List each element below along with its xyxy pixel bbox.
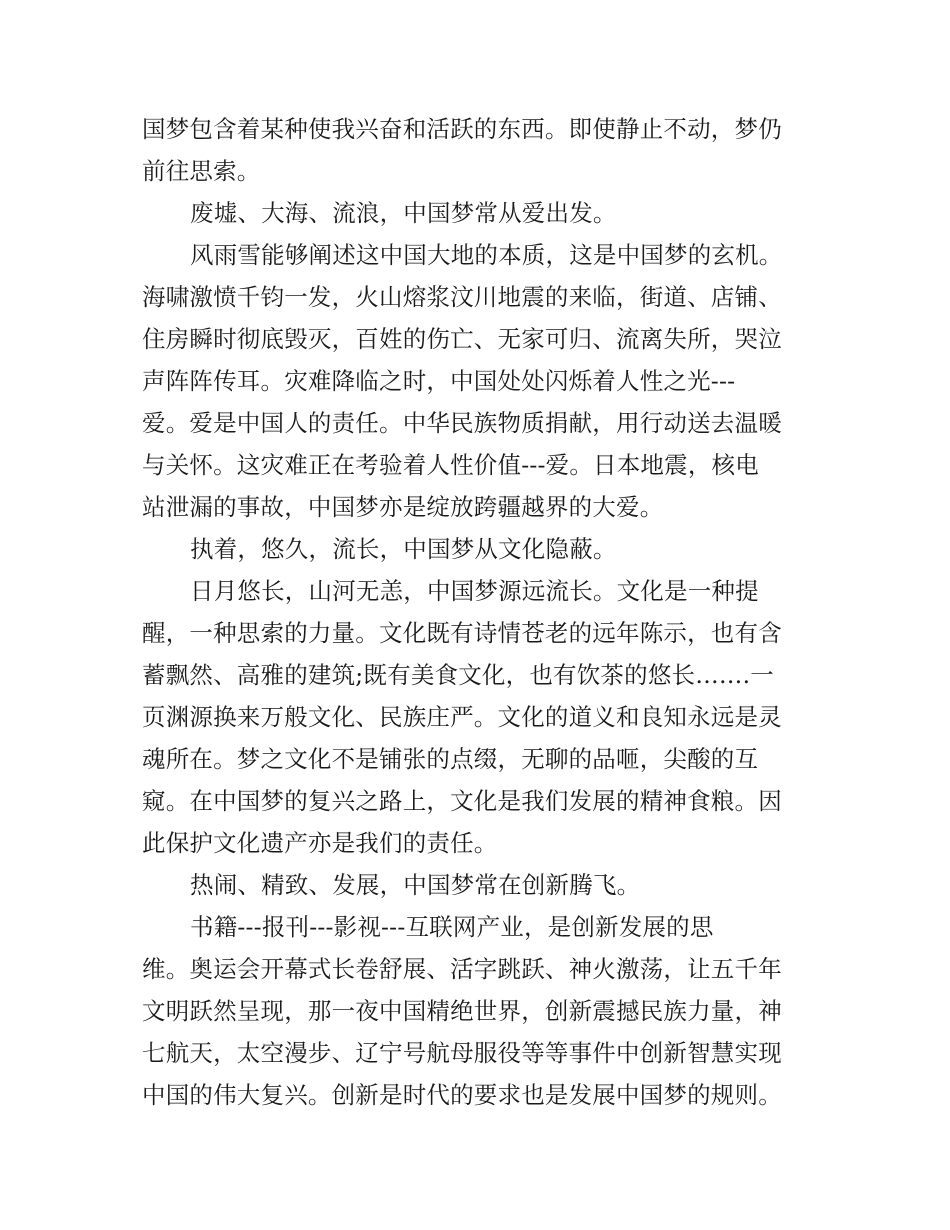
text-line: 海啸激愤千钧一发，火山熔浆汶川地震的来临，街道、店铺、 [142, 283, 782, 311]
text-line: 声阵阵传耳。灾难降临之时，中国处处闪烁着人性之光--- [142, 367, 736, 395]
paragraph-heading-line: 热闹、精致、发展，中国梦常在创新腾飞。 [190, 871, 641, 899]
text-line: 维。奥运会开幕式长卷舒展、活字跳跃、神火激荡，让五千年 [142, 955, 782, 983]
text-line: 窥。在中国梦的复兴之路上，文化是我们发展的精神食粮。因 [142, 787, 782, 815]
document-body [142, 108, 812, 1116]
text-line: 日月悠长，山河无恙，中国梦源远流长。文化是一种提 [190, 577, 759, 605]
paragraph-heading-line: 执着，悠久，流长，中国梦从文化隐蔽。 [190, 535, 617, 563]
text-line: 风雨雪能够阐述这中国大地的本质，这是中国梦的玄机。 [190, 241, 783, 269]
text-line: 文明跃然呈现，那一夜中国精绝世界，创新震撼民族力量，神 [142, 997, 782, 1025]
text-line: 住房瞬时彻底毁灭，百姓的伤亡、无家可归、流离失所，哭泣 [142, 325, 782, 353]
paragraph-heading-line: 废墟、大海、流浪，中国梦常从爱出发。 [190, 199, 617, 227]
text-line: 醒，一种思索的力量。文化既有诗情苍老的远年陈示，也有含 [142, 619, 782, 647]
text-line: 七航天，太空漫步、辽宁号航母服役等等事件中创新智慧实现 [142, 1039, 782, 1067]
text-line: 魂所在。梦之文化不是铺张的点缀，无聊的品咂，尖酸的互 [142, 745, 759, 773]
text-line: 书籍---报刊---影视---互联网产业，是创新发展的思 [190, 913, 714, 941]
text-line: 与关怀。这灾难正在考验着人性价值---爱。日本地震，核电 [142, 451, 759, 479]
text-line: 前往思索。 [142, 157, 261, 185]
text-line: 国梦包含着某种使我兴奋和活跃的东西。即使静止不动，梦仍 [142, 115, 782, 143]
text-line: 爱。爱是中国人的责任。中华民族物质捐献，用行动送去温暖 [142, 409, 782, 437]
text-line: 中国的伟大复兴。创新是时代的要求也是发展中国梦的规则。 [142, 1081, 782, 1109]
text-line: 此保护文化遗产亦是我们的责任。 [142, 829, 498, 857]
text-line: 蓄飘然、高雅的建筑;既有美食文化，也有饮茶的悠长…….一 [142, 661, 774, 689]
text-line: 站泄漏的事故，中国梦亦是绽放跨疆越界的大爱。 [142, 493, 664, 521]
text-line: 页渊源换来万般文化、民族庄严。文化的道义和良知永远是灵 [142, 703, 782, 731]
